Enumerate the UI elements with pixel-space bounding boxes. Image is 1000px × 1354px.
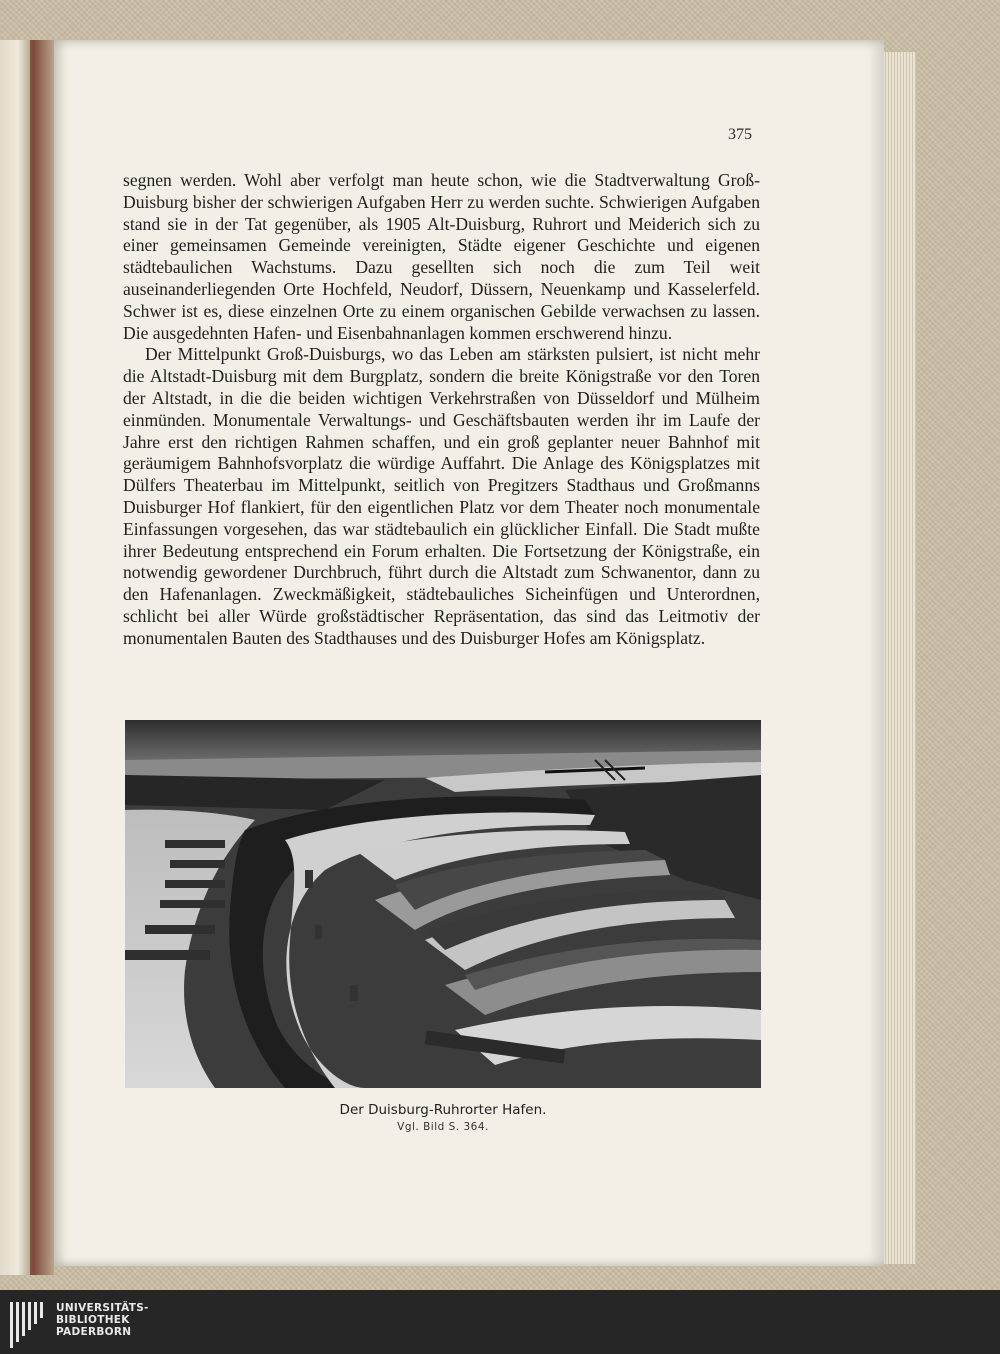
harbor-photograph [125,720,761,1088]
page-stack-edge [880,52,916,1264]
paragraph-2: Der Mittelpunkt Groß-Duisburgs, wo das Leben am stärksten pulsiert, ist nicht mehr die Altstadt-Duisburg mit dem Burgplatz, sondern die breite Königstraße vor den Toren der Altstadt, in die die beiden wichtigen Verkehrstraßen von Düsseldorf und Mülheim einmünden. Monumentale Verwaltungs- und Geschäftsbauten werden ihr im Laufe der Jahre erst den richtigen Rahmen schaffen, und ein groß geplanter neuer Bahnhof mit geräumigem Bahnhofsvorplatz die würdige Auffahrt. Die Anlage des Königsplatzes mit Dülfers Theaterbau im Mittelpunkt, seitlich von Pregitzers Stadthaus und Großmanns Duisburger Hof flankiert, für den eigentlichen Platz vor dem Theater noch monumentale Einfassungen vorgesehen, das war städtebaulich ein glücklicher Einfall. Die Stadt mußte ihrer Bedeutung entsprechend ein Forum erhalten. Die Fortsetzung der Königstraße, ein notwendig gewordener Durchbruch, führt durch die Altstadt zum Schwanentor, dann zu den Hafenanlagen. Zweckmäßigkeit, städtebauliches Sicheinfügen und Unterordnen, schlicht bei aller Würde großstädtischer Repräsentation, das sind das Leitmotiv der monumentalen Bauten des Stadthauses und des Duisburger Hofes am Königsplatz. [123,344,760,648]
footer-bar [0,1290,1000,1354]
logo-line-2: BIBLIOTHEK [56,1314,130,1326]
page-number: 375 [728,126,752,143]
figure-caption: Der Duisburg-Ruhrorter Hafen. [339,1102,547,1118]
library-logo-icon [10,1302,48,1348]
left-page [0,40,30,1275]
body-text [123,170,760,650]
logo-line-1: UNIVERSITÄTS- [56,1302,149,1314]
library-logo-text [56,1302,149,1338]
figure-subcaption: Vgl. Bild S. 364. [397,1121,489,1133]
logo-line-3: PADERBORN [56,1326,132,1338]
paragraph-1: segnen werden. Wohl aber verfolgt man heute schon, wie die Stadtverwaltung Groß-Duisburg bisher der schwierigen Aufgaben Herr zu werden suchte. Schwierigen Aufgaben stand sie in der Tat gegenüber, als 1905 Alt-Duisburg, Ruhrort und Meiderich sich zu einer gemeinsamen Gemeinde vereinigten, Städte eigener Geschichte und eigenen städtebaulichen Wachstums. Dazu gesellten sich noch die zum Teil weit auseinanderliegenden Orte Hochfeld, Neudorf, Düssern, Neuenkamp und Kasselerfeld. Schwer ist es, diese einzelnen Orte zu einem organischen Gebilde verwachsen zu lassen. Die ausgedehnten Hafen- und Eisenbahnanlagen kommen erschwerend hinzu. [123,170,760,343]
